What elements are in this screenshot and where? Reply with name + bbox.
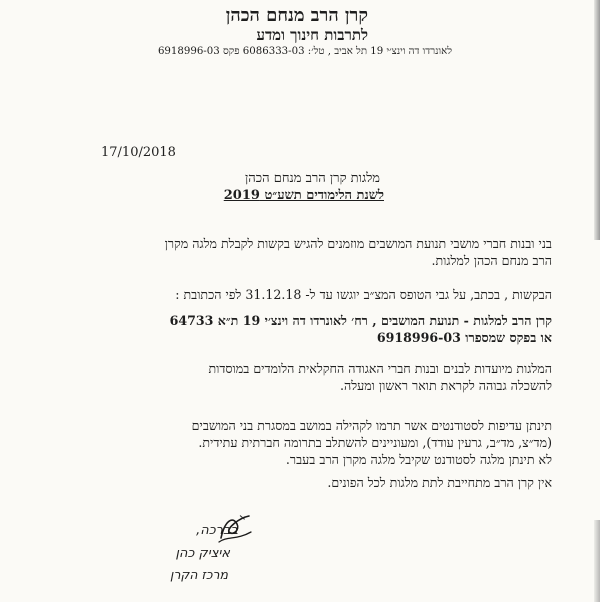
paragraph-priority — [192, 418, 552, 451]
paragraph-line: תינתן עדיפות לסטודנטים אשר תרמו לקהילה במושב במסגרת בני המושבים — [191, 418, 552, 433]
paragraph-eligibility — [208, 361, 552, 394]
scan-edge-shadow — [594, 520, 600, 602]
signer-role: מרכז הקרן — [170, 567, 228, 582]
scan-edge-shadow — [594, 0, 600, 240]
paragraph-line: המלגות מיועדות לבנים ובנות חברי האגודה החקלאית הלומדים במוסדות — [208, 361, 552, 376]
org-name: קרן הרב מנחם הכהן — [225, 5, 368, 26]
org-subtitle: לתרבות חינוך ומדע — [256, 26, 368, 44]
paragraph-line: (מד״צ, מד״ב, גרעין עודד), ומעוניינים להשתלב בתרומה חברתית עתידית. — [198, 434, 552, 450]
paragraph-submission — [175, 287, 552, 304]
paragraph-line: להשכלה גבוהה לקראת תואר ראשון ומעלה. — [339, 377, 552, 393]
letter-title: מלגות קרן הרב מנחם הכהן — [244, 171, 380, 186]
signer-name: איציק כהן — [175, 546, 230, 561]
paragraph-line: הבקשות , בכתב, על גבי הטופס המצ״ב יוגשו עד ל- 31.12.18 לפי הכתובת : — [175, 287, 552, 302]
paragraph-line: הרב מנחם הכהן למלגות. — [431, 252, 552, 268]
paragraph-line: אין קרן הרב מתחייבת לתת מלגות לכל הפונים. — [327, 475, 552, 490]
paragraph-line: לא תינתן מלגה לסטודנט שקיבל מלגה מקרן הרב בעבר. — [285, 452, 552, 467]
paragraph-line: או בפקס שמספרו 6918996-03 — [376, 329, 552, 345]
paragraph-address — [170, 313, 552, 346]
paragraph-invitation — [165, 236, 552, 269]
paragraph-disclaimer — [327, 475, 552, 492]
letter-date: 17/10/2018 — [101, 145, 176, 160]
closing-text: בברכה, — [196, 523, 238, 538]
paragraph-no-repeat — [286, 452, 552, 469]
org-address: לאונרדו דה וינצ׳י 19 תל אביב , טל׳: 6086333-03 פקס 6918996-03 — [157, 46, 452, 57]
paragraph-line: בני ובנות חברי מושבי תנועת המושבים מוזמנים להגיש בקשות לקבלת מלגה מקרן — [164, 236, 552, 251]
handwritten-signature — [215, 510, 255, 546]
letter-subtitle: לשנת הלימודים תשע״ט 2019 — [223, 188, 384, 203]
paragraph-line: קרן הרב למלגות - תנועת המושבים , רח׳ לאונרדו דה וינצ׳י 19 ת״א 64733 — [169, 313, 552, 328]
